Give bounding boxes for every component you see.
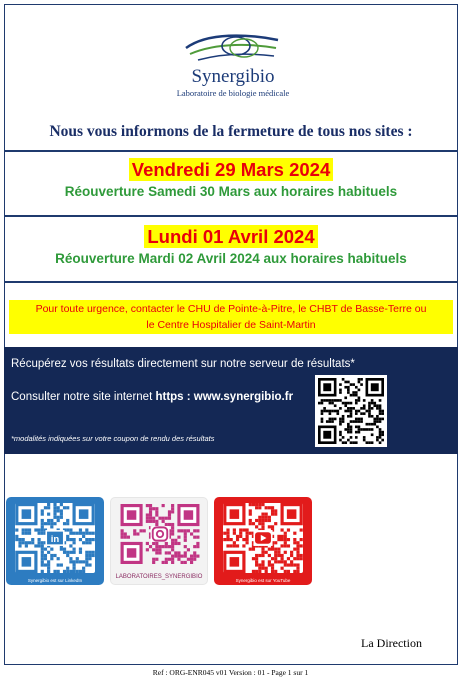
linkedin-qr-code[interactable] <box>15 503 95 573</box>
svg-text:in: in <box>50 533 60 545</box>
urgency-line: le Centre Hospitalier de Saint-Martin <box>146 319 316 331</box>
website-link[interactable]: https : www.synergibio.fr <box>155 391 294 403</box>
qr-code-icon <box>318 378 384 444</box>
results-panel <box>4 347 458 454</box>
urgency-line: Pour toute urgence, contacter le CHU de Pointe-à-Pitre, le CHBT de Basse-Terre ou <box>35 303 427 315</box>
instagram-card[interactable] <box>110 497 208 585</box>
document-reference: Ref : ORG-ENR045 v01 Version : 01 - Page 1 sur 1 <box>152 668 309 677</box>
urgency-notice <box>9 300 453 334</box>
closure-date: Lundi 01 Avril 2024 <box>144 225 317 248</box>
youtube-qr-code[interactable] <box>223 503 303 573</box>
instagram-caption: LABORATOIRES_SYNERGIBIO <box>115 574 203 580</box>
closure-headline: Nous vous informons de la fermeture de tous nos sites : <box>49 123 413 140</box>
website-qr-code[interactable] <box>315 375 387 447</box>
instagram-icon <box>120 504 200 564</box>
results-footnote: *modalités indiquées sur votre coupon de rendu des résultats <box>11 434 215 443</box>
website-line <box>11 391 293 403</box>
linkedin-caption: Synergibio est sur LinkedIn <box>27 578 83 583</box>
linkedin-icon <box>15 503 95 573</box>
reopening-text: Réouverture Samedi 30 Mars aux horaires habituels <box>64 184 398 199</box>
reopening-text: Réouverture Mardi 02 Avril 2024 aux horaires habituels <box>55 251 407 266</box>
closure-date: Vendredi 29 Mars 2024 <box>129 158 333 181</box>
logo-name: Synergibio <box>191 66 275 87</box>
youtube-icon <box>223 503 303 573</box>
closure-block <box>4 216 458 283</box>
website-prefix: Consulter notre site internet <box>11 391 156 403</box>
logo-tagline: Laboratoire de biologie médicale <box>176 88 290 98</box>
linkedin-card[interactable] <box>6 497 104 585</box>
logo-swirl-icon <box>178 30 288 66</box>
results-server-text: Récupérez vos résultats directement sur notre serveur de résultats* <box>11 358 355 370</box>
synergibio-logo <box>168 30 298 100</box>
signature: La Direction <box>361 636 422 650</box>
closure-block <box>4 150 458 216</box>
youtube-card[interactable] <box>214 497 312 585</box>
youtube-caption: Synergibio est sur YouTube <box>235 578 291 583</box>
instagram-qr-code[interactable] <box>120 504 200 574</box>
